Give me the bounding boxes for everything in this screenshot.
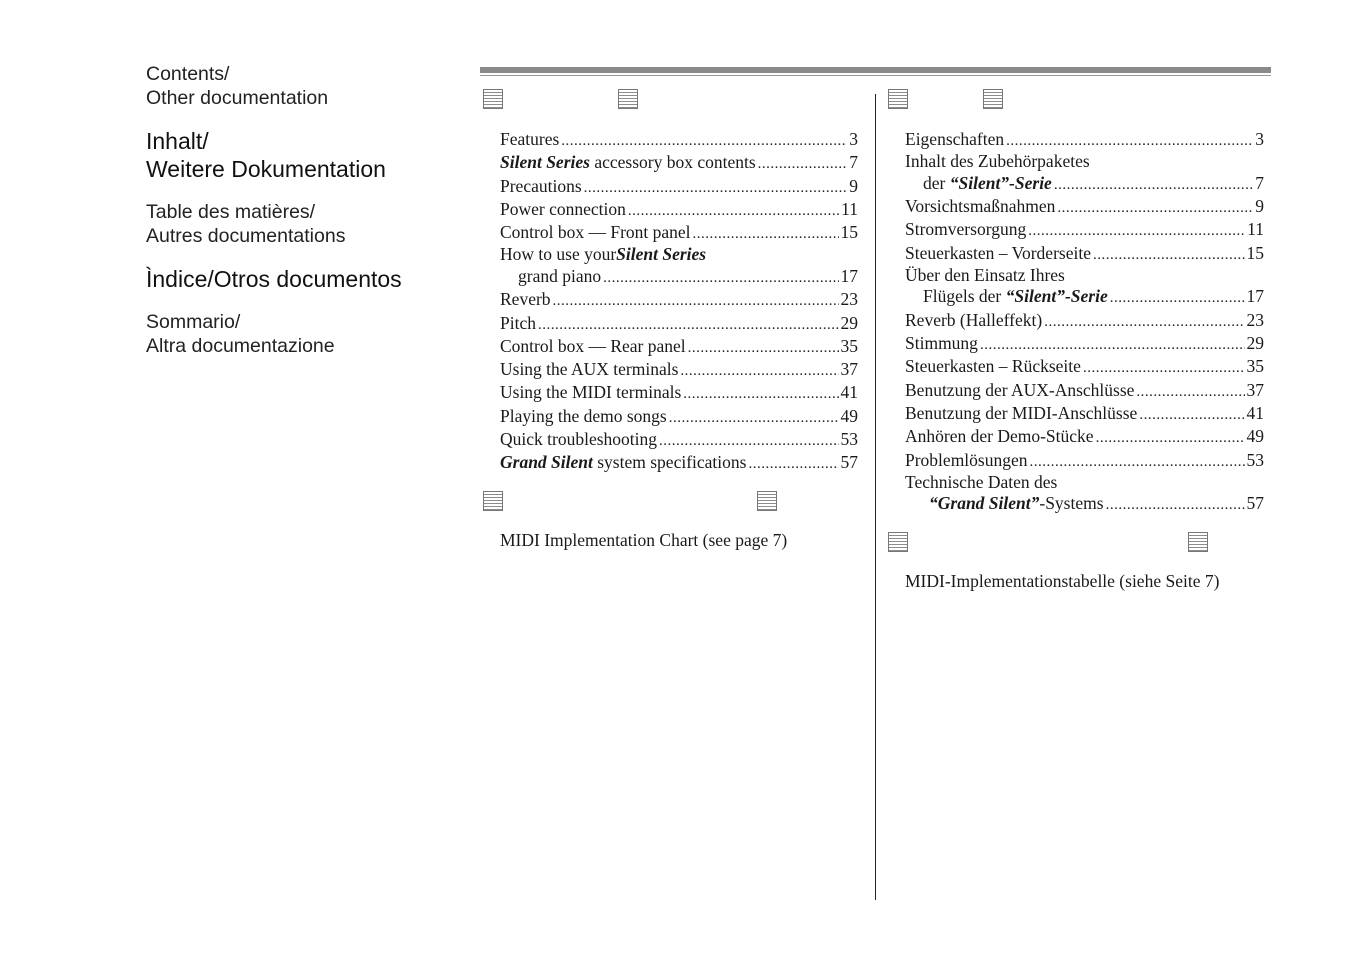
toc-entry-line [905,195,1264,218]
heading-line: Contents/ [146,63,230,85]
toc-entry-line [500,265,858,288]
toc-entry-line [905,425,1264,448]
toc-page-number: 23 [840,289,858,310]
heading-line: Table des matières/ [146,201,316,223]
toc-entry-text: Steuerkasten – Vorderseite [905,242,1091,263]
heading-2 [146,127,466,183]
toc-entry-line [905,242,1264,265]
toc-entry [905,242,1264,265]
toc-leader-dots [561,130,847,153]
heading-line: Autres documentations [146,225,346,247]
heading-line: Sommario/ [146,311,241,333]
toc-entry-line [905,172,1264,195]
toc-entry [905,195,1264,218]
column-divider [875,94,876,900]
toc-page-number: 9 [1255,196,1264,217]
section-icon [618,89,638,109]
section-icon [888,89,908,109]
toc-entry-title [923,172,1052,195]
section-icon [1188,532,1208,552]
toc-entry-text: Stromversorgung [905,219,1027,240]
toc-entry-line [500,128,858,151]
toc-entry-text: Quick troubleshooting [500,429,657,450]
toc-entry [905,425,1264,448]
toc-entry-title [500,405,667,428]
toc-entry-text: Eigenschaften [905,129,1005,149]
toc-leader-dots [980,334,1245,357]
toc-leader-dots [538,314,839,337]
toc-page-number: 57 [1246,493,1264,514]
toc-page-number: 3 [1255,129,1264,149]
toc-entry-text: Features [500,129,560,149]
toc-leader-dots [1083,357,1245,380]
toc-entry-title [500,358,678,381]
toc-entry-title [905,332,978,355]
toc-entry-text: Control box — Rear panel [500,335,686,356]
toc-entry [905,309,1264,332]
toc-entry-first-line [905,472,1264,493]
toc-entry-line [500,312,858,335]
toc-entry-line [500,288,858,311]
toc-entry-line [500,198,858,221]
toc-page-number: 35 [840,335,858,356]
toc-entry-line [500,221,858,244]
toc-entry-title [500,312,536,335]
toc-entry [500,244,858,288]
toc-entry [500,451,858,474]
toc-leader-dots [1044,311,1244,334]
toc-entry-emphasis: Grand Silent [500,452,593,473]
toc-entry-line [905,402,1264,425]
toc-page-number: 41 [1246,402,1264,423]
toc-entry [500,128,858,151]
section-icon [483,491,503,511]
toc-page-number: 37 [1246,379,1264,400]
toc-entry-line [905,355,1264,378]
heading-line: Ìndice/Otros documentos [146,266,402,292]
toc-leader-dots [1057,197,1253,220]
toc-page-number: 17 [1246,286,1264,307]
toc-entry-line [500,428,858,451]
toc-entry [500,198,858,221]
toc-entry [500,428,858,451]
toc-entry-text: der [923,172,950,193]
toc-entry-title: How to use your [500,244,617,265]
toc-entry-line [500,151,858,174]
toc-entry [905,128,1264,151]
toc-leader-dots [1006,130,1253,153]
toc-entry-emphasis: “Grand Silent” [929,493,1040,514]
toc-page-number: 11 [841,198,858,219]
toc-page-number: 29 [840,312,858,333]
toc-leader-dots [1096,427,1245,450]
toc-entry-text: Flügels der [923,286,1006,307]
toc-entry-title [905,218,1026,241]
toc-english [500,128,858,475]
section-icon [888,532,908,552]
toc-leader-dots [1106,494,1245,517]
toc-entry-line [905,492,1264,515]
heading-column [146,62,466,358]
toc-page-number: 41 [840,382,858,403]
toc-page-number: 15 [1246,242,1264,263]
toc-entry-text: Power connection [500,198,626,219]
toc-leader-dots [1030,451,1245,474]
toc-leader-dots [1136,381,1244,404]
toc-page-number: 37 [840,359,858,380]
heading-4 [146,265,466,293]
toc-entry [500,221,858,244]
toc-leader-dots [584,177,848,200]
toc-page-number: 53 [1246,449,1264,470]
toc-entry-first-line [500,244,858,265]
toc-entry [500,175,858,198]
toc-entry-line [500,381,858,404]
toc-leader-dots [628,200,839,223]
heading-line: Altra documentazione [146,335,335,357]
toc-page-number: 9 [849,175,858,196]
toc-entry-text: system specifications [592,452,747,473]
toc-page-number: 35 [1246,356,1264,377]
toc-entry-line [905,128,1264,151]
toc-entry-title: Inhalt des Zubehörpaketes [905,151,1090,172]
toc-entry [905,355,1264,378]
toc-leader-dots [1054,174,1253,197]
toc-entry-emphasis: Silent Series [500,152,590,173]
toc-entry-text: Vorsichtsmaßnahmen [905,196,1056,217]
toc-leader-dots [758,153,848,176]
top-rule [480,67,1271,77]
toc-entry-text: Precautions [500,175,582,196]
toc-entry-text: Problemlösungen [905,449,1028,470]
toc-entry-line [500,451,858,474]
toc-page-number: 7 [1255,172,1264,193]
toc-entry-title [923,285,1108,308]
toc-entry [500,151,858,174]
toc-entry-title: Über den Einsatz Ihres [905,264,1065,285]
toc-entry [500,405,858,428]
toc-leader-dots [688,337,839,360]
toc-entry-title [500,151,756,174]
toc-entry-title [905,128,1004,151]
toc-page-number: 29 [1246,333,1264,354]
toc-entry-text: Playing the demo songs [500,405,667,426]
section-icon [757,491,777,511]
toc-page-number: 7 [849,152,858,173]
toc-entry-title [905,309,1042,332]
toc-leader-dots [1110,287,1245,310]
toc-entry-text: Reverb [500,289,551,310]
toc-page-number: 23 [1246,309,1264,330]
toc-german [905,128,1264,516]
toc-entry-line [500,405,858,428]
toc-entry-line [500,175,858,198]
toc-entry [500,358,858,381]
toc-entry-text: Pitch [500,312,536,333]
toc-entry-title [905,379,1134,402]
heading-line: Inhalt/ [146,128,209,154]
toc-leader-dots [553,290,839,313]
heading-5 [146,310,466,358]
toc-entry-title: Technische Daten des [905,471,1058,492]
toc-entry-title [500,335,686,358]
toc-page-number: 15 [840,222,858,243]
toc-page-number: 49 [840,405,858,426]
toc-entry [905,332,1264,355]
toc-entry-text: -Systems [1039,493,1104,514]
toc-entry-title [905,242,1091,265]
heading-line: Other documentation [146,87,329,109]
toc-leader-dots [1028,220,1245,243]
toc-page-number: 3 [849,129,858,149]
toc-entry-line [905,218,1264,241]
toc-leader-dots [1093,244,1245,267]
toc-entry [905,449,1264,472]
toc-entry-title [500,451,746,474]
toc-entry [905,472,1264,516]
toc-entry-emphasis: “Silent”-Serie [1005,286,1108,307]
toc-entry [500,381,858,404]
toc-entry-emphasis: Silent Series [616,244,707,265]
toc-entry-text: Using the AUX terminals [500,359,679,380]
midi-chart-reference-en: MIDI Implementation Chart (see page 7) [500,530,788,550]
toc-entry [500,312,858,335]
toc-entry-title [905,355,1081,378]
toc-entry [905,379,1264,402]
toc-entry-title [905,449,1028,472]
toc-leader-dots [1139,404,1244,427]
toc-entry-text: Benutzung der AUX-Anschlüsse [905,379,1135,400]
toc-entry-title [518,265,601,288]
toc-entry-title [905,425,1094,448]
toc-page-number: 53 [840,429,858,450]
toc-entry-text: grand piano [518,265,602,286]
toc-entry-text: Reverb (Halleffekt) [905,309,1043,330]
toc-entry-title [500,175,582,198]
toc-entry-line [905,309,1264,332]
heading-1 [146,62,466,110]
toc-entry-line [905,332,1264,355]
toc-leader-dots [659,430,839,453]
toc-entry-title [500,198,626,221]
toc-entry-text: Control box — Front panel [500,222,691,243]
midi-chart-reference-de: MIDI-Implementationstabelle (siehe Seite 7) [905,571,1220,591]
toc-entry-title [500,128,559,151]
heading-3 [146,200,466,248]
toc-leader-dots [603,267,838,290]
toc-leader-dots [683,383,838,406]
toc-leader-dots [680,360,838,383]
toc-entry-emphasis: “Silent”-Serie [949,172,1052,193]
toc-entry-first-line [905,151,1264,172]
toc-entry [500,288,858,311]
toc-entry [500,335,858,358]
toc-entry-title [905,195,1055,218]
toc-entry-title [500,221,691,244]
toc-entry [905,151,1264,195]
toc-leader-dots [693,223,839,246]
toc-entry [905,265,1264,309]
section-icon [483,89,503,109]
toc-entry-text: Anhören der Demo-Stücke [905,426,1094,447]
toc-page-number: 49 [1246,426,1264,447]
toc-entry-line [905,285,1264,308]
toc-entry-line [905,449,1264,472]
toc-entry-text: Using the MIDI terminals [500,382,682,403]
toc-entry-title [905,402,1137,425]
toc-entry [905,402,1264,425]
toc-entry-title [929,492,1104,515]
toc-page-number: 11 [1247,219,1264,240]
section-icon [983,89,1003,109]
toc-entry-line [905,379,1264,402]
toc-entry-text: Steuerkasten – Rückseite [905,356,1081,377]
toc-leader-dots [669,407,839,430]
toc-entry-title [500,381,681,404]
toc-entry-text: Benutzung der MIDI-Anschlüsse [905,402,1138,423]
toc-entry [905,218,1264,241]
toc-leader-dots [748,453,838,476]
toc-entry-first-line [905,265,1264,286]
heading-line: Weitere Dokumentation [146,156,386,182]
toc-entry-title [500,428,657,451]
toc-page-number: 57 [840,452,858,473]
toc-entry-line [500,335,858,358]
toc-entry-text: Stimmung [905,333,978,354]
toc-page-number: 17 [840,265,858,286]
toc-entry-text: accessory box contents [589,152,756,173]
toc-entry-title [500,288,551,311]
toc-entry-line [500,358,858,381]
